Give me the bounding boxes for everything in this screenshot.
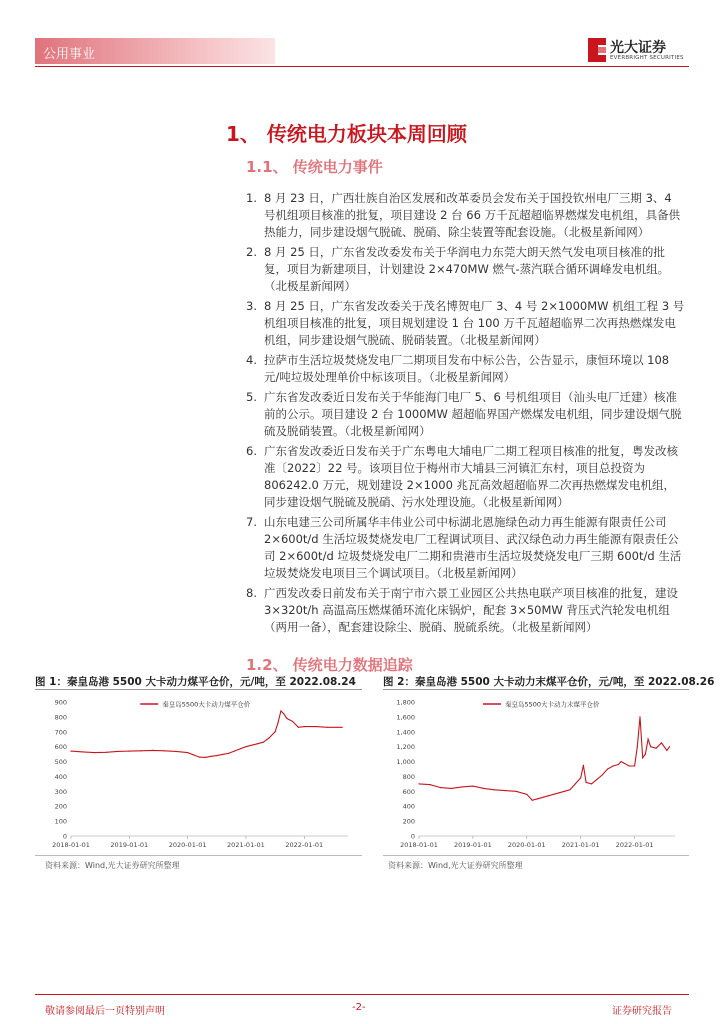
data-point — [596, 779, 597, 780]
figure-1-rule — [35, 689, 362, 690]
item-text: 山东电建三公司所属华丰伟业公司中标湖北恩施绿色动力再生能源有限责任公司 2×600t/d 生活垃圾焚烧发电厂工程调试项目、武汉绿色动力再生能源有限责任公司 2×600t/d 垃圾焚烧发电厂二期和贵港市生活垃圾焚烧发电厂三期 600t/d 生活垃圾焚烧发电项目三个调试项目。（北极星新闻网） — [264, 515, 682, 580]
section-tag-bar — [35, 38, 275, 64]
data-point — [623, 762, 624, 763]
brand-mark-icon — [588, 38, 606, 62]
y-tick-label: 0 — [410, 832, 415, 841]
x-tick-label: 2018-01-01 — [52, 841, 90, 849]
data-point — [607, 768, 608, 769]
data-point — [548, 795, 549, 796]
figure-1-chart — [35, 692, 362, 852]
data-point — [140, 750, 141, 751]
data-point — [283, 713, 284, 714]
item-text: 广西发改委日前发布关于南宁市六景工业园区公共热电联产项目核准的批复，建设 3×320t/h 高温高压燃煤循环流化床锅炉，配套 3×50MW 背压式汽轮发电机组（两用一备），配套建设除尘、脱硝、脱硫系统。（北极星新闻网） — [264, 586, 678, 634]
y-tick-label: 800 — [54, 713, 67, 722]
figure-1-bottom-rule — [35, 855, 362, 856]
legend-label: 秦皇岛5500大卡动力煤平仓价 — [162, 700, 251, 709]
x-tick-label: 2022-01-01 — [615, 841, 654, 849]
y-tick-label: 300 — [54, 787, 67, 796]
data-point — [205, 757, 206, 758]
data-point — [275, 731, 276, 732]
data-point — [245, 746, 246, 747]
legend-label: 秦皇岛5500大卡动力末煤平仓价 — [505, 700, 600, 709]
data-point — [193, 754, 194, 755]
item-text: 8 月 25 日，广东省发改委发布关于华润电力东莞大朗天然气发电项目核准的批复，项目为新建项目，计划建设 2×470MW 燃气-蒸汽联合循环调峰发电机组。（北极星新闻网） — [264, 245, 670, 293]
data-point — [286, 718, 287, 719]
y-tick-label: 700 — [54, 728, 67, 737]
data-point — [666, 750, 667, 751]
data-point — [645, 754, 646, 755]
x-tick-label: 2022-01-01 — [285, 841, 324, 849]
y-tick-label: 500 — [54, 758, 67, 767]
figure-1-title: 图 1：秦皇岛港 5500 大卡动力煤平仓价，元/吨，至 2022.08.24 — [35, 676, 356, 688]
item-number: 8. — [246, 586, 257, 600]
list-item — [246, 514, 686, 582]
y-tick-label: 1,800 — [396, 698, 415, 707]
y-tick-label: 1,400 — [396, 728, 415, 737]
data-point — [451, 788, 452, 789]
page-number: -2- — [352, 1002, 366, 1013]
data-point — [269, 737, 270, 738]
data-point — [553, 794, 554, 795]
item-text: 广东省发改委近日发布关于华能海门电厂 5、6 号机组项目（汕头电厂迁建）核准前的公示。项目建设 2 台 1000MW 超超临界国产燃煤发电机组，同步建设烟气脱硫及脱硝装置。（北极星新闻网） — [264, 390, 682, 438]
data-point — [298, 727, 299, 728]
item-text: 8 月 23 日，广西壮族自治区发展和改革委员会发布关于国投钦州电厂三期 3、4 号机组项目核准的批复，项目建设 2 台 66 万千瓦超超临界燃煤发电机组，具备供热能力，同步建设烟气脱硫、脱硝、除尘装置等配套设施。（北极星新闻网） — [264, 191, 681, 239]
y-tick-label: 100 — [54, 817, 67, 826]
data-point — [483, 788, 484, 789]
data-point — [257, 743, 258, 744]
data-point — [537, 798, 538, 799]
data-point — [661, 742, 662, 743]
y-tick-label: 200 — [54, 802, 67, 811]
data-point — [591, 783, 592, 784]
data-point — [175, 751, 176, 752]
item-number: 6. — [246, 444, 257, 458]
list-item — [246, 352, 686, 386]
data-point — [94, 752, 95, 753]
data-point — [292, 721, 293, 722]
data-point — [418, 783, 419, 784]
item-number: 5. — [246, 390, 257, 404]
x-tick-label: 2021-01-01 — [227, 841, 265, 849]
item-text: 8 月 25 日，广东省发改委关于茂名博贺电厂 3、4 号 2×1000MW 机组工程 3 号机组项目核准的批复，项目规划建设 1 台 100 万千瓦超超临界二次再热燃煤发电机组，同步建设烟气脱硫、脱硝装置。（北极星新闻网） — [264, 299, 685, 347]
data-point — [327, 727, 328, 728]
data-point — [575, 783, 576, 784]
data-point — [152, 750, 153, 751]
item-text: 广东省发改委近日发布关于广东粤电大埔电厂二期工程项目核准的批复，粤发改核准〔2022〕22 号。该项目位于梅州市大埔县三河镇汇东村，项目总投资为 806242.0 万元，规划建设 2×1000 兆瓦高效超超临界二次再热燃煤发电机组，同步建设烟气脱硫及脱硝、污水处理设施。（北极星新闻网） — [264, 444, 678, 509]
subsection-heading-data: 1.2、 传统电力数据追踪 — [246, 656, 413, 674]
list-item — [246, 585, 686, 636]
list-item — [246, 190, 686, 241]
data-point — [637, 746, 638, 747]
y-tick-label: 600 — [402, 787, 415, 796]
data-point — [602, 774, 603, 775]
y-tick-label: 0 — [62, 832, 67, 841]
series-line — [71, 711, 342, 758]
data-point — [639, 716, 640, 717]
figure-2-title: 图 2：秦皇岛港 5500 大卡动力末煤平仓价，元/吨，至 2022.08.26 — [383, 676, 715, 688]
data-point — [618, 764, 619, 765]
data-point — [216, 755, 217, 756]
data-point — [129, 751, 130, 752]
data-point — [251, 745, 252, 746]
list-item — [246, 244, 686, 295]
item-number: 2. — [246, 245, 257, 259]
x-tick-label: 2018-01-01 — [400, 841, 438, 849]
y-tick-label: 800 — [402, 772, 415, 781]
footer-rule — [35, 994, 689, 995]
data-point — [342, 727, 343, 728]
list-item — [246, 443, 686, 511]
data-point — [642, 757, 643, 758]
figure-2-source: 资料来源：Wind,光大证券研究所整理 — [388, 861, 523, 870]
data-point — [647, 739, 648, 740]
data-point — [621, 761, 622, 762]
data-point — [462, 786, 463, 787]
y-tick-label: 200 — [402, 817, 415, 826]
item-number: 3. — [246, 299, 257, 313]
figure-2-chart — [383, 692, 689, 852]
data-point — [210, 756, 211, 757]
data-point — [559, 792, 560, 793]
y-tick-label: 1,600 — [396, 713, 415, 722]
y-tick-label: 400 — [54, 772, 67, 781]
data-point — [650, 746, 651, 747]
x-tick-label: 2019-01-01 — [110, 841, 149, 849]
data-point — [532, 800, 533, 801]
data-point — [105, 752, 106, 753]
data-point — [585, 782, 586, 783]
section-tag: 公用事业 — [43, 47, 96, 62]
item-number: 7. — [246, 515, 257, 529]
brand-name-cn: 光大证券 — [610, 40, 666, 56]
x-tick-label: 2021-01-01 — [561, 841, 600, 849]
data-point — [583, 765, 584, 766]
data-point — [240, 748, 241, 749]
data-point — [472, 786, 473, 787]
x-tick-label: 2019-01-01 — [454, 841, 492, 849]
data-point — [515, 791, 516, 792]
data-point — [429, 784, 430, 785]
data-point — [315, 726, 316, 727]
data-point — [304, 726, 305, 727]
figure-2-rule — [383, 689, 689, 690]
data-point — [526, 794, 527, 795]
data-point — [505, 790, 506, 791]
x-tick-label: 2020-01-01 — [507, 841, 546, 849]
figure-2-bottom-rule — [383, 855, 689, 856]
data-point — [228, 753, 229, 754]
data-point — [569, 789, 570, 790]
data-point — [277, 722, 278, 723]
item-text: 拉萨市生活垃圾焚烧发电厂二期项目发布中标公告，公告显示，康恒环境以 108 元/吨垃圾处理单价中标该项目。（北极星新闻网） — [264, 353, 670, 384]
data-point — [580, 777, 581, 778]
data-point — [634, 765, 635, 766]
data-point — [542, 797, 543, 798]
header-rule — [35, 66, 689, 67]
data-point — [564, 791, 565, 792]
y-tick-label: 900 — [54, 698, 67, 707]
data-point — [494, 789, 495, 790]
data-point — [280, 710, 281, 711]
data-point — [82, 751, 83, 752]
item-number: 4. — [246, 353, 257, 367]
brand-logo — [588, 36, 698, 66]
subsection-heading-events: 1.1、 传统电力事件 — [246, 158, 383, 176]
data-point — [629, 765, 630, 766]
data-point — [199, 756, 200, 757]
section-heading: 1、 传统电力板块本周回顾 — [226, 122, 467, 146]
item-number: 1. — [246, 191, 257, 205]
data-point — [222, 754, 223, 755]
data-point — [440, 787, 441, 788]
figure-1-source: 资料来源：Wind,光大证券研究所整理 — [45, 861, 180, 870]
data-point — [612, 765, 613, 766]
data-point — [669, 746, 670, 747]
data-point — [263, 742, 264, 743]
y-tick-label: 1,000 — [396, 758, 415, 767]
data-point — [164, 750, 165, 751]
data-point — [187, 752, 188, 753]
footer-disclaimer: 敬请参阅最后一页特别声明 — [45, 1006, 165, 1017]
y-tick-label: 1,200 — [396, 743, 415, 752]
series-line — [419, 717, 670, 800]
event-list — [246, 190, 686, 639]
footer-report-type: 证券研究报告 — [612, 1006, 672, 1017]
y-tick-label: 400 — [402, 802, 415, 811]
y-tick-label: 600 — [54, 743, 67, 752]
list-item — [246, 389, 686, 440]
list-item — [246, 298, 686, 349]
data-point — [117, 751, 118, 752]
data-point — [70, 751, 71, 752]
brand-name-en: EVERBRIGHT SECURITIES — [610, 55, 684, 61]
data-point — [656, 748, 657, 749]
data-point — [234, 751, 235, 752]
x-tick-label: 2020-01-01 — [168, 841, 207, 849]
